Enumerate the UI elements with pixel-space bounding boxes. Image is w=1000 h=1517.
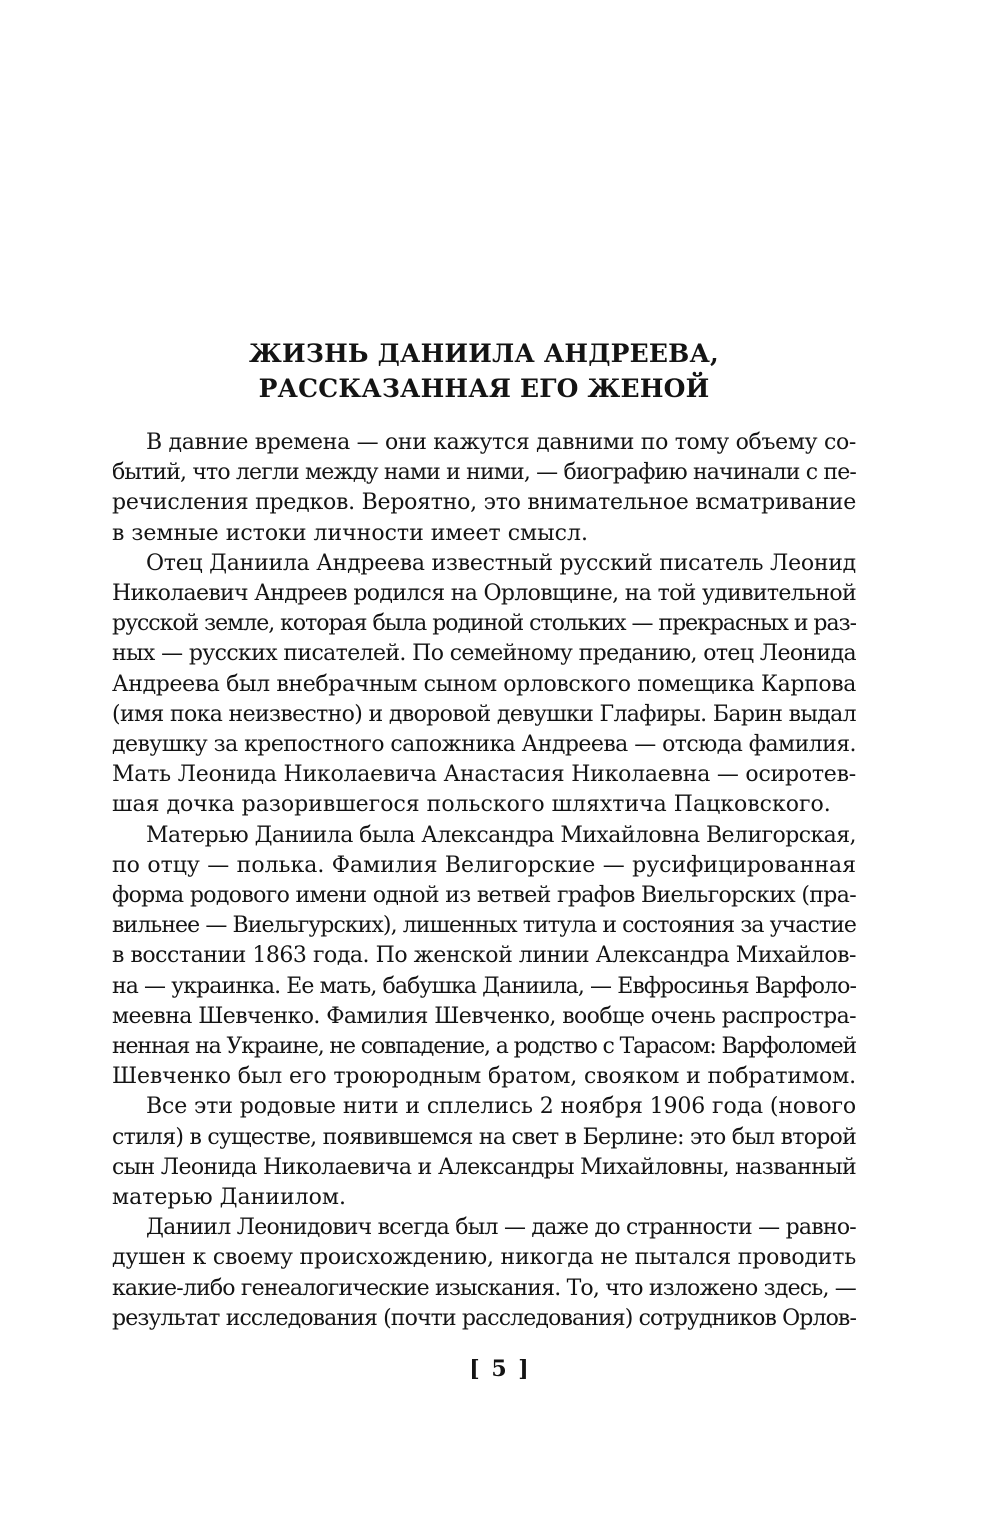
text-line: Отец Даниила Андреева известный русский писатель Леонид xyxy=(146,550,856,576)
text-line: матерью Даниилом. xyxy=(112,1185,346,1211)
text-line: (имя пока неизвестно) и дворовой девушки Глафиры. Барин выдал xyxy=(112,701,856,727)
text-line: меевна Шевченко. Фамилия Шевченко, вообще очень распростра- xyxy=(112,1003,856,1029)
text-line: Шевченко был его троюродным братом, свояком и побратимом. xyxy=(112,1064,856,1090)
text-line: какие-либо генеалогические изыскания. То, что изложено здесь, — xyxy=(112,1275,856,1301)
text-line: душен к своему происхождению, никогда не пытался проводить xyxy=(112,1245,856,1271)
body-text xyxy=(112,428,856,1334)
text-line: ненная на Украине, не совпадение, а родство с Тарасом: Варфоломей xyxy=(112,1034,856,1060)
text-line: Николаевич Андреев родился на Орловщине, на той удивительной xyxy=(112,581,856,607)
chapter-title xyxy=(112,336,856,406)
text-line: Матерью Даниила была Александра Михайловна Велигорская, xyxy=(146,822,856,848)
text-line: русской земле, которая была родиной стольких — прекрасных и раз- xyxy=(112,611,856,637)
text-line: на — украинка. Ее мать, бабушка Даниила, — Евфросинья Варфоло- xyxy=(112,973,856,999)
paragraph xyxy=(112,1213,856,1334)
text-line: Андреева был внебрачным сыном орловского помещика Карпова xyxy=(112,671,856,697)
text-line: в восстании 1863 года. По женской линии Александра Михайлов- xyxy=(112,943,856,969)
paragraph xyxy=(112,549,856,821)
text-line: стиля) в существе, появившемся на свет в Берлине: это был второй xyxy=(112,1124,856,1150)
page-number: [ 5 ] xyxy=(469,1356,531,1382)
text-line: речисления предков. Вероятно, это внимательное всматривание xyxy=(112,490,856,516)
text-line: Даниил Леонидович всегда был — даже до странности — равно- xyxy=(146,1215,856,1241)
text-line: форма родового имени одной из ветвей графов Виельгорских (пра- xyxy=(112,883,856,909)
text-line: Мать Леонида Николаевича Анастасия Николаевна — осиротев- xyxy=(112,762,856,788)
text-line: Все эти родовые нити и сплелись 2 ноября 1906 года (нового xyxy=(146,1094,856,1120)
text-line: результат исследования (почти расследования) сотрудников Орлов- xyxy=(112,1305,856,1331)
paragraph xyxy=(112,821,856,1093)
text-line: по отцу — полька. Фамилия Велигорские — русифицированная xyxy=(112,852,856,878)
text-line: девушку за крепостного сапожника Андреева — отсюда фамилия. xyxy=(112,732,856,758)
paragraph xyxy=(112,428,856,549)
text-line: вильнее — Виельгурских), лишенных титула и состояния за участие xyxy=(112,913,856,939)
chapter-title-line-2: РАССКАЗАННАЯ ЕГО ЖЕНОЙ xyxy=(258,374,710,403)
text-line: бытий, что легли между нами и ними, — биографию начинали с пе- xyxy=(112,460,856,486)
text-line: В давние времена — они кажутся давними по тому объему со- xyxy=(146,430,856,455)
text-line: сын Леонида Николаевича и Александры Михайловны, названный xyxy=(112,1154,856,1180)
text-line: ных — русских писателей. По семейному преданию, отец Леонида xyxy=(112,641,856,667)
text-line: шая дочка разорившегося польского шляхтича Пацковского. xyxy=(112,792,831,818)
paragraph xyxy=(112,1092,856,1213)
page-content xyxy=(112,336,856,1334)
text-line: в земные истоки личности имеет смысл. xyxy=(112,520,588,546)
chapter-title-line-1: ЖИЗНЬ ДАНИИЛА АНДРЕЕВА, xyxy=(249,339,719,368)
